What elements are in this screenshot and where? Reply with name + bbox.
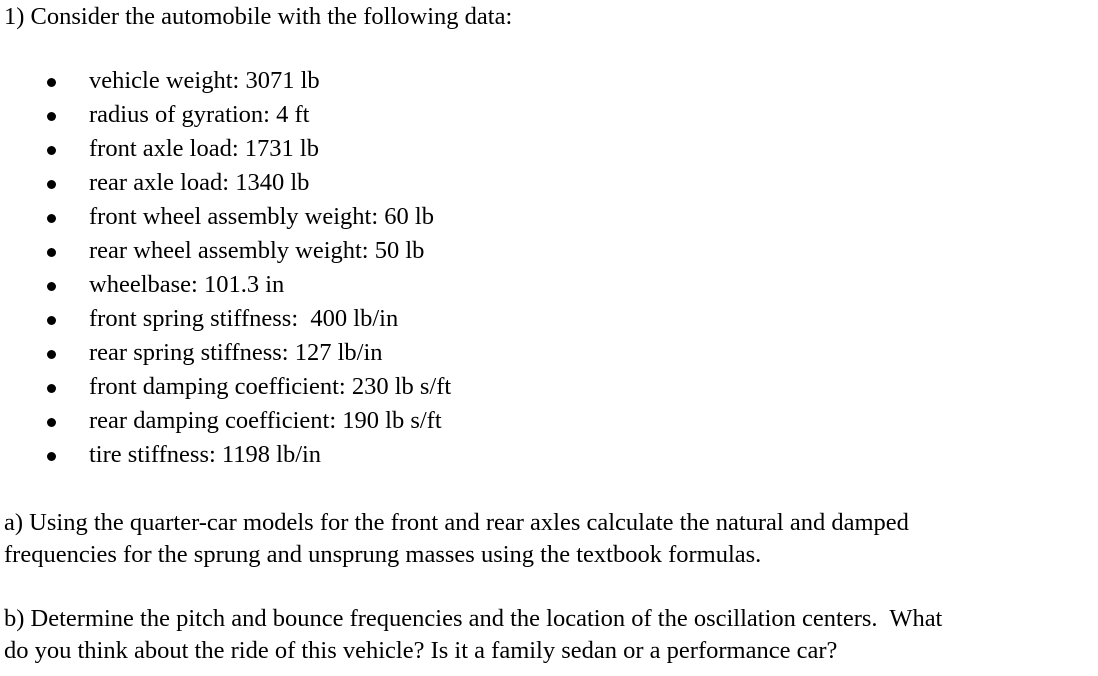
bullet-icon — [47, 316, 56, 325]
list-item-text: vehicle weight: 3071 lb — [89, 67, 320, 94]
bullet-icon — [47, 350, 56, 359]
bullet-icon — [47, 214, 56, 223]
bullet-icon — [47, 282, 56, 291]
bullet-icon — [47, 452, 56, 461]
list-item-text: front axle load: 1731 lb — [89, 135, 319, 162]
question-b — [4, 603, 1092, 667]
question-a — [4, 507, 1092, 571]
list-item-text: tire stiffness: 1198 lb/in — [89, 441, 322, 468]
bullet-icon — [47, 78, 56, 87]
bullet-icon — [47, 384, 56, 393]
list-item-text: front damping coefficient: 230 lb s/ft — [89, 373, 452, 400]
question-a-line-2: frequencies for the sprung and unsprung masses using the textbook formulas. — [4, 541, 762, 568]
list-item-text: rear damping coefficient: 190 lb s/ft — [89, 407, 442, 434]
list-item-text: rear wheel assembly weight: 50 lb — [89, 237, 425, 264]
list-item-text: wheelbase: 101.3 in — [89, 271, 285, 298]
bullet-icon — [47, 180, 56, 189]
problem-title: 1) Consider the automobile with the following data: — [4, 3, 513, 30]
bullet-icon — [47, 248, 56, 257]
question-b-line-2: do you think about the ride of this vehicle? Is it a family sedan or a performance car? — [4, 637, 838, 664]
bullet-icon — [47, 112, 56, 121]
list-item-text: front spring stiffness: 400 lb/in — [89, 305, 399, 332]
list-item-text: front wheel assembly weight: 60 lb — [89, 203, 434, 230]
question-b-line-1: b) Determine the pitch and bounce frequencies and the location of the oscillation centers. What — [4, 605, 943, 632]
bullet-icon — [47, 418, 56, 427]
bullet-icon — [47, 146, 56, 155]
list-item-text: radius of gyration: 4 ft — [89, 101, 310, 128]
list-item-text: rear axle load: 1340 lb — [89, 169, 310, 196]
list-item-text: rear spring stiffness: 127 lb/in — [89, 339, 383, 366]
question-a-line-1: a) Using the quarter-car models for the front and rear axles calculate the natural and damped — [4, 509, 909, 536]
